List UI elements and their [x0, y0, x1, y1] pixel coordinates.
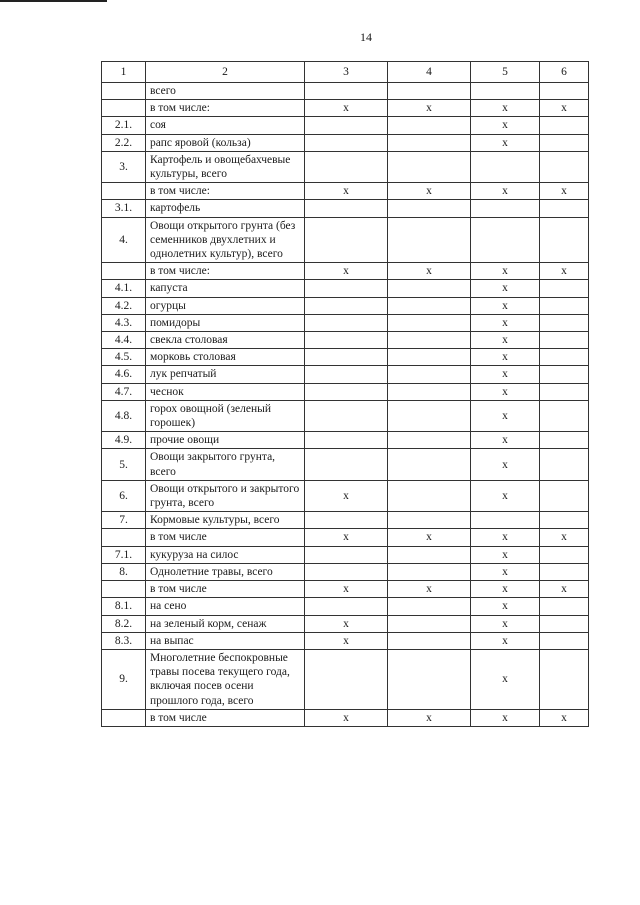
column-header: 4	[388, 62, 471, 83]
table-row	[102, 529, 589, 546]
row-number-cell: 4.6.	[102, 366, 146, 383]
col5-cell: х	[471, 480, 540, 511]
col6-cell: х	[540, 183, 589, 200]
col6-cell	[540, 598, 589, 615]
col3-cell	[305, 649, 388, 709]
page-number: 14	[360, 30, 372, 44]
row-number-cell: 8.1.	[102, 598, 146, 615]
col6-cell	[540, 649, 589, 709]
column-header: 5	[471, 62, 540, 83]
table-row	[102, 632, 589, 649]
row-number-cell: 5.	[102, 449, 146, 480]
row-number-cell	[102, 581, 146, 598]
table-row	[102, 546, 589, 563]
col5-cell: х	[471, 563, 540, 580]
col4-cell	[388, 200, 471, 217]
col3-cell	[305, 598, 388, 615]
col5-cell: х	[471, 134, 540, 151]
col3-cell	[305, 134, 388, 151]
col4-cell	[388, 432, 471, 449]
col6-cell	[540, 117, 589, 134]
row-name-cell: в том числе:	[146, 183, 305, 200]
col4-cell	[388, 632, 471, 649]
col4-cell	[388, 332, 471, 349]
col3-cell	[305, 297, 388, 314]
col6-cell	[540, 480, 589, 511]
table-row	[102, 366, 589, 383]
col5-cell: х	[471, 649, 540, 709]
col5-cell: х	[471, 332, 540, 349]
col6-cell	[540, 314, 589, 331]
col3-cell	[305, 349, 388, 366]
row-name-cell: соя	[146, 117, 305, 134]
table-row	[102, 280, 589, 297]
col5-cell: х	[471, 615, 540, 632]
col5-cell: х	[471, 314, 540, 331]
col5-cell: х	[471, 529, 540, 546]
table-row	[102, 263, 589, 280]
table-row	[102, 480, 589, 511]
col4-cell	[388, 280, 471, 297]
col5-cell	[471, 151, 540, 182]
col5-cell: х	[471, 632, 540, 649]
table-row	[102, 117, 589, 134]
row-name-cell: в том числе	[146, 709, 305, 726]
table-row	[102, 598, 589, 615]
row-number-cell: 4.1.	[102, 280, 146, 297]
row-name-cell: рапс яровой (кольза)	[146, 134, 305, 151]
row-name-cell: всего	[146, 83, 305, 100]
table-row	[102, 314, 589, 331]
col6-cell	[540, 632, 589, 649]
col3-cell	[305, 512, 388, 529]
col5-cell: х	[471, 297, 540, 314]
col3-cell: х	[305, 263, 388, 280]
row-number-cell: 4.9.	[102, 432, 146, 449]
col4-cell	[388, 297, 471, 314]
table-row	[102, 83, 589, 100]
col6-cell: х	[540, 709, 589, 726]
col5-cell: х	[471, 383, 540, 400]
col6-cell	[540, 546, 589, 563]
col4-cell	[388, 563, 471, 580]
col5-cell	[471, 83, 540, 100]
col5-cell	[471, 512, 540, 529]
col5-cell: х	[471, 117, 540, 134]
col4-cell	[388, 117, 471, 134]
col4-cell: х	[388, 529, 471, 546]
col3-cell	[305, 332, 388, 349]
col3-cell	[305, 563, 388, 580]
col4-cell	[388, 546, 471, 563]
col4-cell	[388, 151, 471, 182]
row-number-cell: 7.	[102, 512, 146, 529]
table-row	[102, 615, 589, 632]
col5-cell	[471, 200, 540, 217]
col6-cell	[540, 383, 589, 400]
col6-cell	[540, 217, 589, 263]
col5-cell: х	[471, 598, 540, 615]
col4-cell	[388, 512, 471, 529]
column-header: 1	[102, 62, 146, 83]
row-name-cell: картофель	[146, 200, 305, 217]
table-row	[102, 332, 589, 349]
row-number-cell: 8.	[102, 563, 146, 580]
row-number-cell: 3.	[102, 151, 146, 182]
col6-cell	[540, 512, 589, 529]
col5-cell: х	[471, 449, 540, 480]
col3-cell	[305, 280, 388, 297]
column-header: 2	[146, 62, 305, 83]
col4-cell	[388, 349, 471, 366]
col5-cell: х	[471, 263, 540, 280]
table-row	[102, 709, 589, 726]
col4-cell	[388, 217, 471, 263]
row-name-cell: лук репчатый	[146, 366, 305, 383]
row-number-cell: 8.3.	[102, 632, 146, 649]
col6-cell	[540, 400, 589, 431]
col6-cell	[540, 615, 589, 632]
column-header: 6	[540, 62, 589, 83]
col6-cell	[540, 366, 589, 383]
col3-cell: х	[305, 100, 388, 117]
col3-cell: х	[305, 480, 388, 511]
table-row	[102, 432, 589, 449]
col4-cell	[388, 383, 471, 400]
col6-cell	[540, 280, 589, 297]
col3-cell	[305, 366, 388, 383]
col4-cell	[388, 480, 471, 511]
table-row	[102, 151, 589, 182]
col5-cell: х	[471, 366, 540, 383]
col5-cell: х	[471, 280, 540, 297]
col3-cell	[305, 117, 388, 134]
col6-cell: х	[540, 263, 589, 280]
row-name-cell: на зеленый корм, сенаж	[146, 615, 305, 632]
row-name-cell: помидоры	[146, 314, 305, 331]
col4-cell: х	[388, 100, 471, 117]
top-rule	[0, 0, 107, 2]
col6-cell	[540, 332, 589, 349]
row-name-cell: Овощи открытого и закрытого грунта, всего	[146, 480, 305, 511]
row-name-cell: Овощи открытого грунта (без семенников двухлетних и однолетних культур), всего	[146, 217, 305, 263]
col3-cell	[305, 83, 388, 100]
table-row	[102, 383, 589, 400]
row-number-cell: 4.7.	[102, 383, 146, 400]
row-name-cell: в том числе	[146, 529, 305, 546]
row-number-cell: 9.	[102, 649, 146, 709]
row-number-cell	[102, 183, 146, 200]
col6-cell	[540, 151, 589, 182]
col3-cell	[305, 432, 388, 449]
table-row	[102, 349, 589, 366]
crop-table	[101, 61, 589, 727]
col4-cell	[388, 83, 471, 100]
row-number-cell: 4.4.	[102, 332, 146, 349]
col6-cell	[540, 449, 589, 480]
col3-cell: х	[305, 632, 388, 649]
col6-cell	[540, 563, 589, 580]
table-row	[102, 217, 589, 263]
col6-cell	[540, 432, 589, 449]
col6-cell: х	[540, 581, 589, 598]
col4-cell	[388, 134, 471, 151]
col4-cell	[388, 649, 471, 709]
row-number-cell: 4.3.	[102, 314, 146, 331]
col3-cell	[305, 383, 388, 400]
table-row	[102, 563, 589, 580]
col5-cell: х	[471, 709, 540, 726]
col5-cell: х	[471, 183, 540, 200]
col6-cell	[540, 83, 589, 100]
row-name-cell: Многолетние беспокровные травы посева текущего года, включая посев осени прошлого года, всего	[146, 649, 305, 709]
table-row	[102, 200, 589, 217]
col5-cell	[471, 217, 540, 263]
row-name-cell: Картофель и овощебахчевые культуры, всего	[146, 151, 305, 182]
col3-cell: х	[305, 615, 388, 632]
table-row	[102, 581, 589, 598]
row-number-cell	[102, 100, 146, 117]
col4-cell	[388, 598, 471, 615]
row-name-cell: кукуруза на силос	[146, 546, 305, 563]
col4-cell	[388, 615, 471, 632]
row-name-cell: Кормовые культуры, всего	[146, 512, 305, 529]
table-row	[102, 183, 589, 200]
column-header: 3	[305, 62, 388, 83]
table-row	[102, 297, 589, 314]
table-row	[102, 100, 589, 117]
col4-cell: х	[388, 709, 471, 726]
row-number-cell	[102, 83, 146, 100]
col5-cell: х	[471, 581, 540, 598]
col3-cell	[305, 151, 388, 182]
row-name-cell: капуста	[146, 280, 305, 297]
row-number-cell: 2.1.	[102, 117, 146, 134]
table-row	[102, 449, 589, 480]
col4-cell	[388, 314, 471, 331]
col5-cell: х	[471, 546, 540, 563]
row-name-cell: на сено	[146, 598, 305, 615]
row-name-cell: Овощи закрытого грунта, всего	[146, 449, 305, 480]
row-number-cell: 8.2.	[102, 615, 146, 632]
row-name-cell: огурцы	[146, 297, 305, 314]
col3-cell	[305, 217, 388, 263]
col4-cell: х	[388, 183, 471, 200]
row-number-cell	[102, 529, 146, 546]
row-name-cell: на выпас	[146, 632, 305, 649]
row-name-cell: горох овощной (зеленый горошек)	[146, 400, 305, 431]
col4-cell	[388, 400, 471, 431]
col6-cell: х	[540, 529, 589, 546]
row-name-cell: чеснок	[146, 383, 305, 400]
row-number-cell: 2.2.	[102, 134, 146, 151]
row-name-cell: Однолетние травы, всего	[146, 563, 305, 580]
row-number-cell	[102, 709, 146, 726]
col5-cell: х	[471, 400, 540, 431]
col6-cell	[540, 349, 589, 366]
row-number-cell	[102, 263, 146, 280]
row-number-cell: 6.	[102, 480, 146, 511]
row-number-cell: 4.	[102, 217, 146, 263]
row-name-cell: в том числе:	[146, 263, 305, 280]
col5-cell: х	[471, 100, 540, 117]
header-row	[102, 62, 589, 83]
col4-cell	[388, 449, 471, 480]
col3-cell: х	[305, 529, 388, 546]
col6-cell	[540, 200, 589, 217]
col4-cell: х	[388, 581, 471, 598]
col6-cell	[540, 297, 589, 314]
row-name-cell: морковь столовая	[146, 349, 305, 366]
row-number-cell: 7.1.	[102, 546, 146, 563]
row-number-cell: 3.1.	[102, 200, 146, 217]
row-number-cell: 4.5.	[102, 349, 146, 366]
col3-cell	[305, 449, 388, 480]
row-name-cell: свекла столовая	[146, 332, 305, 349]
col3-cell	[305, 546, 388, 563]
table-row	[102, 512, 589, 529]
table-row	[102, 134, 589, 151]
table-row	[102, 649, 589, 709]
col3-cell	[305, 400, 388, 431]
col3-cell: х	[305, 709, 388, 726]
table-row	[102, 400, 589, 431]
row-number-cell: 4.2.	[102, 297, 146, 314]
col4-cell	[388, 366, 471, 383]
col5-cell: х	[471, 432, 540, 449]
col5-cell: х	[471, 349, 540, 366]
col3-cell: х	[305, 581, 388, 598]
row-name-cell: в том числе	[146, 581, 305, 598]
row-name-cell: прочие овощи	[146, 432, 305, 449]
col3-cell: х	[305, 183, 388, 200]
col6-cell: х	[540, 100, 589, 117]
col3-cell	[305, 200, 388, 217]
col6-cell	[540, 134, 589, 151]
row-number-cell: 4.8.	[102, 400, 146, 431]
row-name-cell: в том числе:	[146, 100, 305, 117]
col4-cell: х	[388, 263, 471, 280]
col3-cell	[305, 314, 388, 331]
